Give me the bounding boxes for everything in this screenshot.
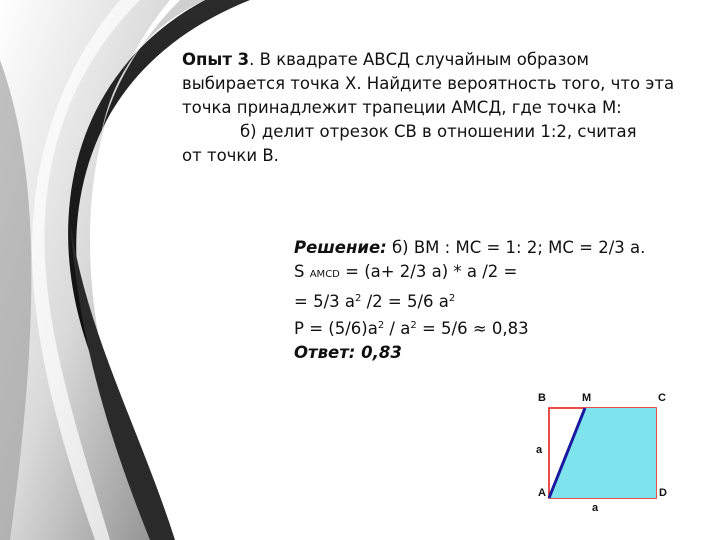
area-symbol: S — [294, 262, 310, 281]
problem-intro-text: . В квадрате АВСД случайным образом выбирается точка Х. Найдите вероятность того, что эта точка принадлежит трапеции АМСД, где точка М: — [182, 50, 675, 117]
problem-intro — [182, 48, 692, 120]
label-d: D — [659, 487, 667, 499]
solution-line-4 — [294, 314, 694, 341]
answer-line — [294, 341, 694, 365]
trapezoid-figure — [528, 372, 698, 540]
solution-line-4-b: / а — [384, 319, 411, 338]
solution-line-3 — [294, 287, 694, 314]
problem-part-b-end: от точки В. — [182, 146, 279, 165]
area-subscript: AMCD — [309, 269, 340, 280]
label-bottom-a: a — [592, 502, 599, 514]
label-c: C — [658, 392, 666, 404]
square-diagram — [528, 372, 698, 540]
solution-line-3-a: = 5/3 а — [294, 292, 355, 311]
solution-label: Решение: — [294, 238, 387, 257]
label-m: M — [582, 392, 592, 404]
label-side-a: a — [536, 444, 543, 456]
solution-line-1-text: б) ВМ : МС = 1: 2; МС = 2/3 а. — [386, 238, 646, 257]
problem-title: Опыт 3 — [182, 50, 250, 69]
solution-line-1 — [294, 236, 694, 260]
solution-line-3-b: /2 = 5/6 а — [361, 292, 449, 311]
solution-line-4-c: = 5/6 ≈ 0,83 — [416, 319, 529, 338]
problem-text — [182, 48, 692, 168]
solution-line-2 — [294, 260, 694, 287]
superscript: 2 — [354, 293, 362, 304]
solution-line-4-a: Р = (5/6)а — [294, 319, 378, 338]
superscript: 2 — [410, 320, 417, 331]
label-b: B — [538, 392, 546, 404]
superscript: 2 — [448, 293, 456, 304]
superscript: 2 — [377, 320, 385, 331]
trapezoid-fill — [549, 408, 656, 498]
solution-line-2-text: = (а+ 2/3 а) * а /2 = — [339, 262, 518, 281]
problem-part-b: б) делит отрезок СВ в отношении 1:2, считая — [240, 122, 637, 141]
answer-label: Ответ: 0,83 — [294, 343, 402, 362]
label-a: A — [538, 487, 546, 499]
solution-block — [294, 236, 694, 365]
